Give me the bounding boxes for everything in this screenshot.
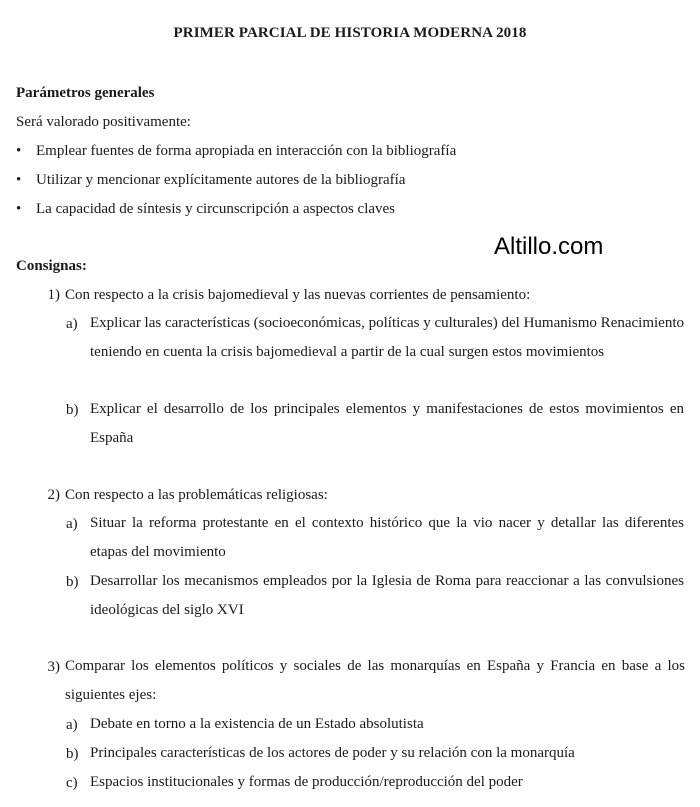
- sub-letter: b): [66, 574, 79, 590]
- parametros-intro: Será valorado positivamente:: [16, 114, 191, 130]
- consigna-number: 1): [47, 287, 60, 303]
- sub-text: Espacios institucionales y formas de producción/reproducción del poder: [90, 774, 523, 790]
- bullet-text: Emplear fuentes de forma apropiada en interacción con la bibliografía: [36, 143, 457, 159]
- sub-text: Debate en torno a la existencia de un Estado absolutista: [90, 716, 424, 732]
- sub-text: Situar la reforma protestante en el contexto histórico que la vio nacer y detallar las diferentes etapas del movimiento: [90, 515, 684, 560]
- sub-text: Principales características de los actores de poder y su relación con la monarquía: [90, 745, 575, 761]
- consigna-number: 3): [47, 659, 60, 675]
- sub-letter: b): [66, 746, 79, 762]
- consigna-text: Con respecto a la crisis bajomedieval y las nuevas corrientes de pensamiento:: [65, 287, 531, 303]
- sub-letter: c): [66, 775, 78, 791]
- sub-text: Explicar el desarrollo de los principales elementos y manifestaciones de estos movimientos en España: [90, 401, 684, 446]
- consignas-heading: Consignas:: [16, 258, 87, 274]
- bullet-marker: •: [16, 201, 22, 217]
- sub-letter: b): [66, 402, 79, 418]
- sub-letter: a): [66, 717, 78, 733]
- sub-letter: a): [66, 316, 78, 332]
- sub-letter: a): [66, 516, 78, 532]
- bullet-marker: •: [16, 143, 22, 159]
- sub-text: Desarrollar los mecanismos empleados por la Iglesia de Roma para reaccionar a las convulsiones ideológicas del siglo XVI: [90, 573, 684, 618]
- sub-text: Explicar las características (socioeconómicas, políticas y culturales) del Humanismo Renacimiento teniendo en cuenta la crisis bajomedieval a partir de la cual surgen estos movimientos: [90, 315, 684, 360]
- consigna-text: Con respecto a las problemáticas religiosas:: [65, 487, 328, 503]
- consigna-number: 2): [47, 487, 60, 503]
- parametros-heading: Parámetros generales: [16, 85, 155, 101]
- altillo-watermark: Altillo.com: [494, 233, 604, 260]
- consigna-3-text: Comparar los elementos políticos y sociales de las monarquías en España y Francia en base a los siguientes ejes:: [65, 658, 685, 703]
- bullet-marker: •: [16, 172, 22, 188]
- bullet-text: Utilizar y mencionar explícitamente autores de la bibliografía: [36, 172, 406, 188]
- bullet-text: La capacidad de síntesis y circunscripción a aspectos claves: [36, 201, 396, 217]
- document-title: PRIMER PARCIAL DE HISTORIA MODERNA 2018: [173, 25, 527, 41]
